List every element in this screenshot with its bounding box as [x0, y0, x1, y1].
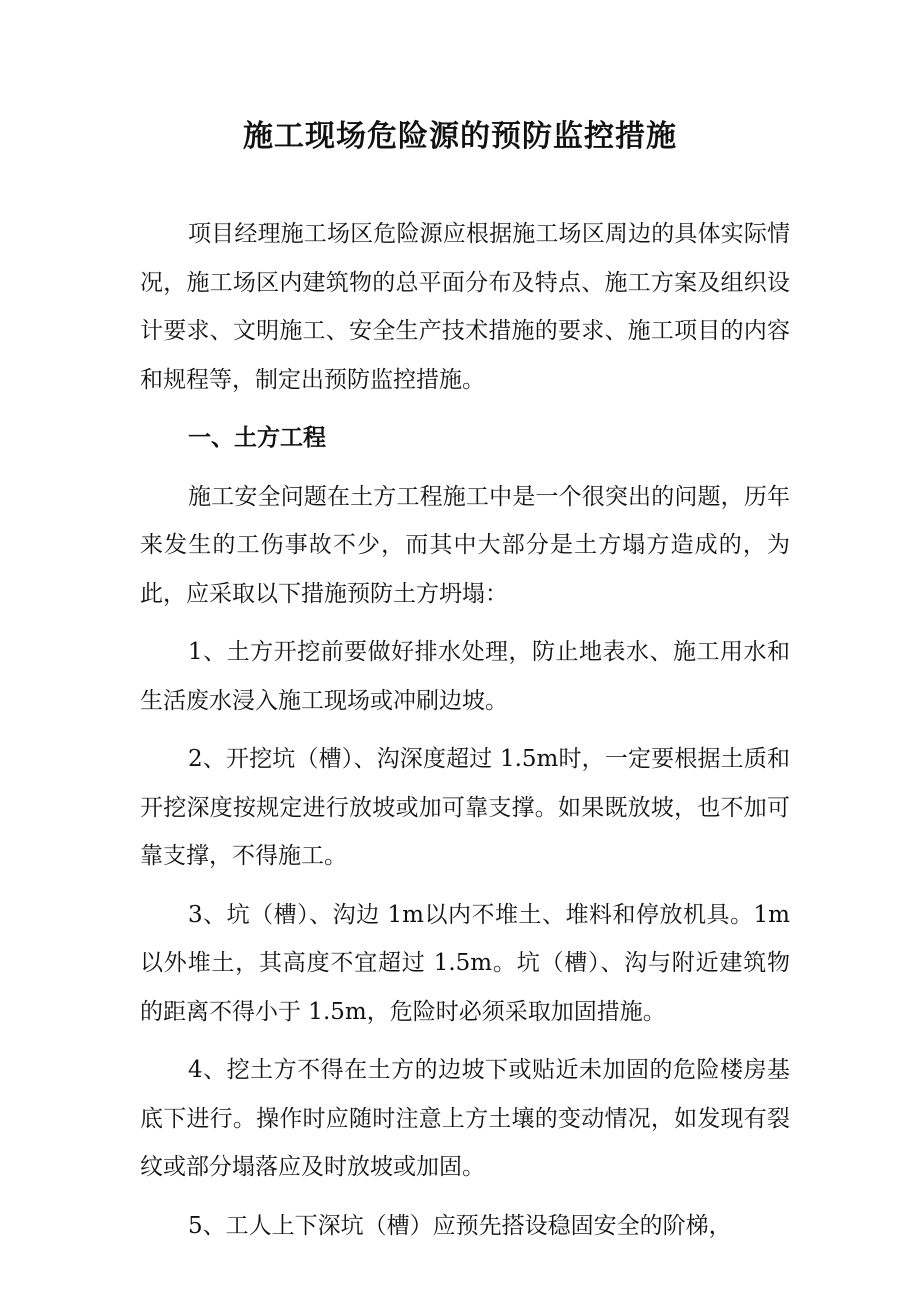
earthwork-paragraph: 施工安全问题在土方工程施工中是一个很突出的问题，历年来发生的工伤事故不少，而其中大部分是土方塌方造成的，为此，应采取以下措施预防土方坍塌：: [140, 483, 790, 607]
measure-item-1: 1、土方开挖前要做好排水处理，防止地表水、施工用水和生活废水浸入施工现场或冲刷边坡。: [140, 639, 790, 714]
document-body: [140, 210, 790, 1260]
measure-item-4: 4、挖土方不得在土方的边坡下或贴近未加固的危险楼房基底下进行。操作时应随时注意上方土壤的变动情况，如发现有裂纹或部分塌落应及时放坡或加固。: [140, 1057, 790, 1180]
intro-paragraph: 项目经理施工场区危险源应根据施工场区周边的具体实际情况，施工场区内建筑物的总平面分布及特点、施工方案及组织设计要求、文明施工、安全生产技术措施的要求、施工项目的内容和规程等，制定出预防监控措施。: [140, 221, 790, 393]
measure-item-3: 3、坑（槽）、沟边 1m以内不堆土、堆料和停放机具。1m以外堆土，其高度不宜超过 1.5m。坑（槽）、沟与附近建筑物的距离不得小于 1.5m，危险时必须采取加固措施。: [140, 901, 790, 1025]
measure-item-2: 2、开挖坑（槽）、沟深度超过 1.5m时，一定要根据土质和开挖深度按规定进行放坡或加可靠支撑。如果既放坡，也不加可靠支撑，不得施工。: [140, 746, 790, 869]
document-title: 施工现场危险源的预防监控措施: [243, 119, 677, 154]
measure-item-5: 5、工人上下深坑（槽）应预先搭设稳固安全的阶梯，: [188, 1212, 732, 1239]
section-heading-earthwork: 一、土方工程: [188, 424, 326, 451]
